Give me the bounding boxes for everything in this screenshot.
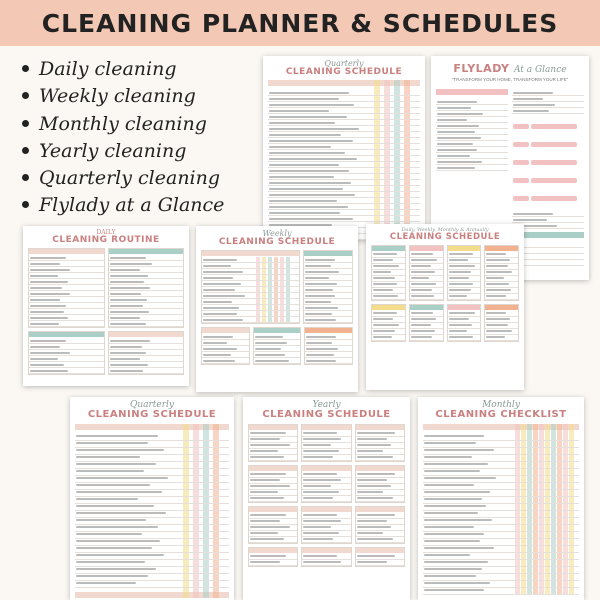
sheet-subtitle: Monthly — [482, 400, 520, 410]
room-box — [371, 304, 406, 342]
month-box — [248, 506, 298, 544]
sheet-title: CLEANING SCHEDULE — [389, 232, 501, 242]
month-box — [248, 547, 298, 567]
weekly-task-box — [201, 250, 300, 324]
month-box — [301, 506, 351, 544]
sheet-monthly — [418, 397, 584, 600]
room-box — [371, 245, 406, 301]
bullet-icon — [22, 120, 29, 127]
sheet-quarterly-bottom — [70, 397, 234, 600]
sheet-subtitle: Yearly — [312, 400, 341, 410]
sheet-daily — [23, 226, 189, 386]
feature-item: Quarterly cleaning — [22, 165, 224, 192]
sheet-subtitle: Quarterly — [324, 59, 364, 68]
month-box — [355, 547, 405, 567]
room-box — [447, 245, 482, 301]
bullet-icon — [22, 174, 29, 181]
sheet-subtitle: Daily, Weekly, Monthly & Annually — [401, 227, 489, 233]
bullet-icon — [22, 147, 29, 154]
sheet-title: CLEANING SCHEDULE — [87, 409, 217, 420]
weekly-day-box — [253, 327, 302, 365]
weekly-day-box — [304, 327, 353, 365]
sheet-title: CLEANING ROUTINE — [52, 235, 160, 245]
room-box — [409, 245, 444, 301]
bullet-icon — [22, 201, 29, 208]
sheet-title: CLEANING SCHEDULE — [285, 67, 403, 77]
bullet-icon — [22, 92, 29, 99]
sheet-title: FLYLADY — [453, 62, 510, 75]
feature-item: Monthly cleaning — [22, 111, 224, 138]
feature-list — [22, 56, 224, 220]
sheet-title: CLEANING SCHEDULE — [218, 237, 336, 247]
room-box — [484, 304, 519, 342]
month-box — [248, 465, 298, 503]
sheet-title: CLEANING CHECKLIST — [435, 409, 567, 420]
sheet-title: CLEANING SCHEDULE — [262, 409, 391, 420]
sheet-quarterly-top — [263, 56, 425, 240]
sheet-yearly — [243, 397, 410, 600]
task-grid — [75, 424, 229, 598]
month-box — [355, 506, 405, 544]
sheet-daily-weekly-monthly-annually — [366, 224, 524, 390]
month-box — [301, 547, 351, 567]
task-grid — [423, 424, 579, 595]
sheet-tagline: "TRANSFORM YOUR HOME, TRANSFORM YOUR LIFE" — [451, 77, 569, 82]
sheet-subtitle: DAILY — [96, 229, 116, 236]
month-box — [248, 424, 298, 462]
sheet-weekly — [196, 226, 358, 392]
weekly-day-box — [201, 327, 250, 365]
page-title: CLEANING PLANNER & SCHEDULES — [41, 8, 559, 38]
feature-item: Flylady at a Glance — [22, 192, 224, 219]
sheet-subtitle: At a Glance — [513, 65, 567, 75]
month-box — [355, 465, 405, 503]
month-box — [301, 465, 351, 503]
routine-box — [108, 331, 185, 375]
feature-item: Daily cleaning — [22, 56, 224, 83]
routine-box — [28, 248, 105, 328]
room-box — [409, 304, 444, 342]
zone-column — [512, 86, 584, 229]
room-box — [447, 304, 482, 342]
month-box — [301, 424, 351, 462]
routine-column — [436, 86, 508, 229]
banner — [0, 0, 600, 46]
month-box — [355, 424, 405, 462]
routine-box — [108, 248, 185, 328]
task-grid — [268, 80, 420, 240]
weekly-day-box — [303, 250, 353, 324]
sheet-subtitle: Weekly — [262, 229, 292, 238]
feature-item: Weekly cleaning — [22, 83, 224, 110]
bullet-icon — [22, 65, 29, 72]
routine-box — [28, 331, 105, 375]
feature-item: Yearly cleaning — [22, 138, 224, 165]
sheet-subtitle: Quarterly — [129, 400, 175, 410]
room-box — [484, 245, 519, 301]
